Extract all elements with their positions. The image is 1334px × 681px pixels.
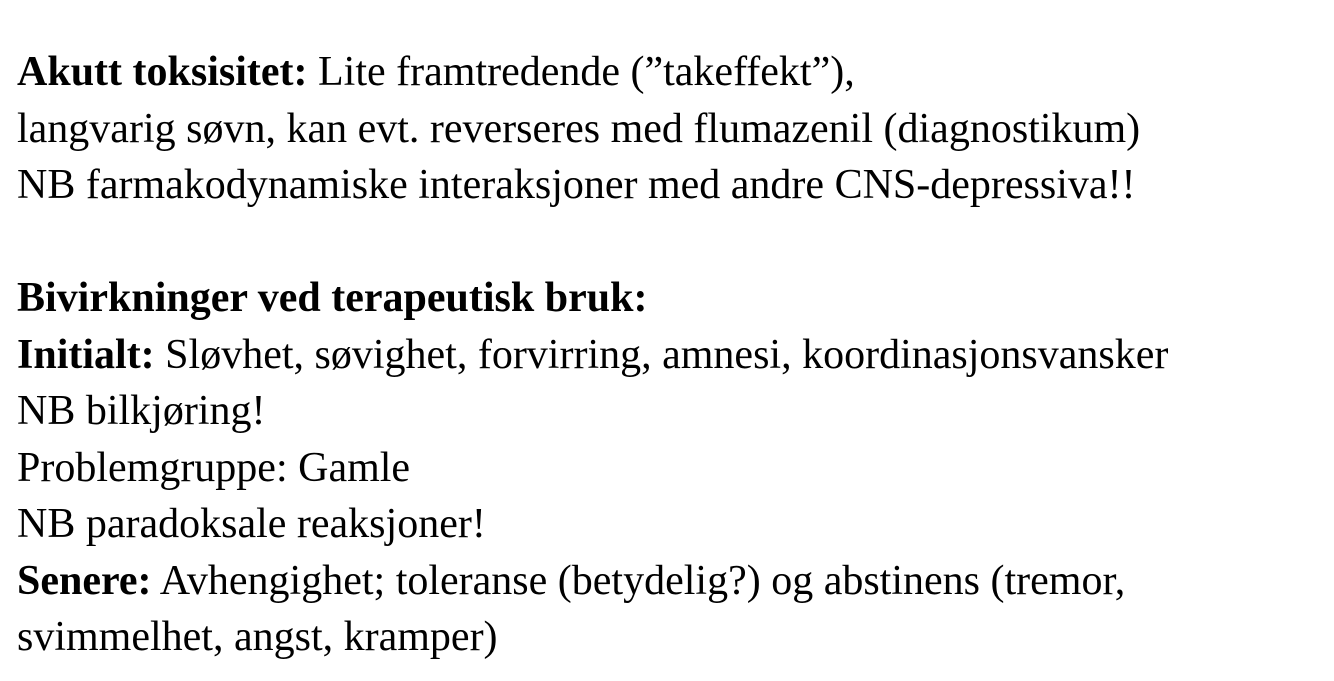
driving-note: NB bilkjøring! xyxy=(17,388,266,434)
document-body xyxy=(17,44,1327,666)
toxicity-line-2: langvarig søvn, kan evt. reverseres med flumazenil (diagnostikum) xyxy=(17,105,1141,152)
later-label: Senere: xyxy=(17,557,152,604)
toxicity-heading: Akutt toksisitet: xyxy=(17,49,308,95)
side-effects-heading-line xyxy=(17,270,1327,327)
later-effects-text: Avhengighet; toleranse (betydelig?) og abstinens (tremor, xyxy=(151,557,1126,604)
side-effects-heading: Bivirkninger ved terapeutisk bruk: xyxy=(17,275,648,321)
toxicity-line-3: NB farmakodynamiske interaksjoner med andre CNS-depressiva!! xyxy=(17,162,1136,208)
section-spacer xyxy=(17,214,1327,271)
initial-effects-text: Sløvhet, søvighet, forvirring, amnesi, koordinasjonsvansker xyxy=(154,331,1169,378)
toxicity-line-1 xyxy=(17,44,1327,101)
paradox-note: NB paradoksale reaksjoner! xyxy=(17,501,486,547)
problem-group-line: Problemgruppe: Gamle xyxy=(17,444,411,491)
later-effects-continuation: svimmelhet, angst, kramper) xyxy=(17,614,498,660)
later-effects-line xyxy=(17,553,1327,610)
initial-effects-line xyxy=(17,327,1327,384)
toxicity-intro-text: Lite framtredende (”takeffekt”), xyxy=(307,49,855,95)
initial-label: Initialt: xyxy=(17,331,155,378)
